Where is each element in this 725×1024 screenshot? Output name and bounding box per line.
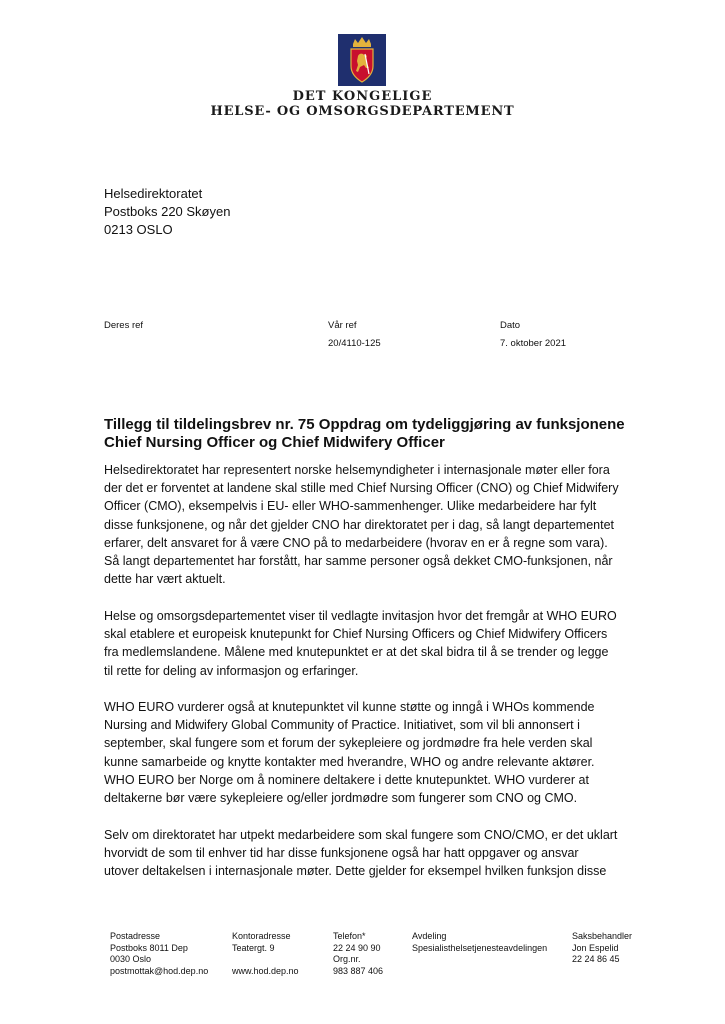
footer-text: Postboks 8011 Dep bbox=[110, 942, 188, 953]
paragraph-line: til rette for deling av informasjon og erfaringer. bbox=[104, 663, 359, 678]
footer-kontoradresse bbox=[232, 931, 299, 977]
paragraph-line: hvorvidt de som til enhver tid har disse funksjonene også har hatt oppgaver og ansvar bbox=[104, 846, 579, 861]
body-paragraph-1 bbox=[104, 461, 674, 588]
title-line: Chief Nursing Officer og Chief Midwifery Officer bbox=[104, 434, 445, 451]
coat-of-arms-logo bbox=[338, 34, 386, 86]
recipient-line: Postboks 220 Skøyen bbox=[104, 204, 231, 219]
footer-text: Org.nr. bbox=[333, 954, 361, 965]
paragraph-line: Nursing and Midwifery Global Community of Practice. Initiativet, som vil bli annonsert i bbox=[104, 718, 580, 733]
paragraph-line: Selv om direktoratet har utpekt medarbeidere som skal fungere som CNO/CMO, er det uklart bbox=[104, 828, 618, 842]
footer-text: 983 887 406 bbox=[333, 965, 384, 976]
footer-postadresse bbox=[110, 931, 208, 977]
paragraph-line: WHO EURO vurderer også at knutepunktet vil kunne støtte og inngå i WHOs kommende bbox=[104, 700, 595, 714]
footer-text: Jon Espelid bbox=[572, 942, 619, 953]
department-name-line2: HELSE- OG OMSORGSDEPARTEMENT bbox=[210, 104, 515, 119]
paragraph-line: kunne samarbeide og knytte kontakter med hverandre, WHO og andre relevante aktører. bbox=[104, 754, 595, 769]
var-ref-label: Vår ref bbox=[328, 320, 357, 331]
paragraph-line: skal etablere et europeisk knutepunkt for Chief Nursing Officers og Chief Midwifery Officers bbox=[104, 627, 608, 642]
recipient-address bbox=[104, 185, 230, 239]
footer-telefon bbox=[333, 931, 383, 977]
paragraph-line: Helse og omsorgsdepartementet viser til vedlagte invitasjon hvor det fremgår at WHO EURO bbox=[104, 609, 617, 623]
footer-text bbox=[232, 954, 299, 966]
paragraph-line: erfarer, delt ansvaret for å være CNO på to medarbeidere (hvorav en er å regne som vara). bbox=[104, 535, 608, 550]
paragraph-line: der det er forventet at landene skal stille med Chief Nursing Officer (CNO) og Chief Midwifery bbox=[104, 481, 619, 496]
paragraph-line: utover deltakelsen i internasjonale møter. Dette gjelder for eksempel hvilken funksjon disse bbox=[104, 864, 607, 879]
paragraph-line: Helsedirektoratet har representert norske helsemyndigheter i internasjonale møter eller fora bbox=[104, 463, 610, 477]
body-paragraph-2 bbox=[104, 607, 674, 680]
title-line: Tillegg til tildelingsbrev nr. 75 Oppdrag om tydeliggjøring av funksjonene bbox=[104, 416, 625, 433]
footer-heading: Avdeling bbox=[412, 931, 447, 941]
paragraph-line: september, skal fungere som et forum der sykepleiere og jordmødre fra hele verden skal bbox=[104, 736, 593, 751]
body-paragraph-3 bbox=[104, 698, 674, 807]
paragraph-line: Så langt departementet har forstått, har samme personer også dekket CMO-funksjonen, når bbox=[104, 554, 613, 569]
paragraph-line: fra medlemslandene. Målene med knutepunktet er at det skal bidra til å se trender og legge bbox=[104, 645, 609, 660]
paragraph-line: WHO EURO ber Norge om å nominere deltakere i dette knutepunktet. WHO vurderer at bbox=[104, 772, 589, 787]
footer-text: Spesialisthelsetjenesteavdelingen bbox=[412, 942, 548, 953]
footer-heading: Kontoradresse bbox=[232, 931, 291, 941]
footer-email: postmottak@hod.dep.no bbox=[110, 965, 209, 976]
paragraph-line: deltakerne bør være sykepleiere og/eller jordmødre som fungerer som CNO og CMO. bbox=[104, 791, 578, 806]
footer-avdeling bbox=[412, 931, 547, 954]
footer-saksbehandler bbox=[572, 931, 632, 966]
var-ref-value: 20/4110-125 bbox=[328, 338, 381, 349]
recipient-line: Helsedirektoratet bbox=[104, 186, 203, 201]
footer-text: 22 24 86 45 bbox=[572, 954, 620, 965]
body-paragraph-4 bbox=[104, 826, 674, 881]
department-name-line1: DET KONGELIGE bbox=[292, 89, 433, 104]
dato-value: 7. oktober 2021 bbox=[500, 338, 567, 349]
footer-text: 22 24 90 90 bbox=[333, 942, 381, 953]
paragraph-line: Officer (CMO), eksempelvis i EU- eller WHO-sammenhenger. Ulike medarbeidere har fylt bbox=[104, 499, 597, 514]
footer-heading: Saksbehandler bbox=[572, 931, 633, 941]
dato-label: Dato bbox=[500, 320, 521, 331]
paragraph-line: disse funksjonene, og når det gjelder CNO har direktoratet per i dag, så langt departementet bbox=[104, 517, 615, 532]
deres-ref-label: Deres ref bbox=[104, 320, 144, 331]
footer-heading: Postadresse bbox=[110, 931, 161, 941]
recipient-line: 0213 OSLO bbox=[104, 222, 173, 237]
footer-heading: Telefon* bbox=[333, 931, 366, 941]
paragraph-line: dette har vært aktuelt. bbox=[104, 572, 226, 587]
footer-text: Teatergt. 9 bbox=[232, 942, 275, 953]
footer-website: www.hod.dep.no bbox=[232, 965, 299, 976]
letter-title bbox=[104, 416, 674, 452]
footer-text: 0030 Oslo bbox=[110, 954, 152, 965]
